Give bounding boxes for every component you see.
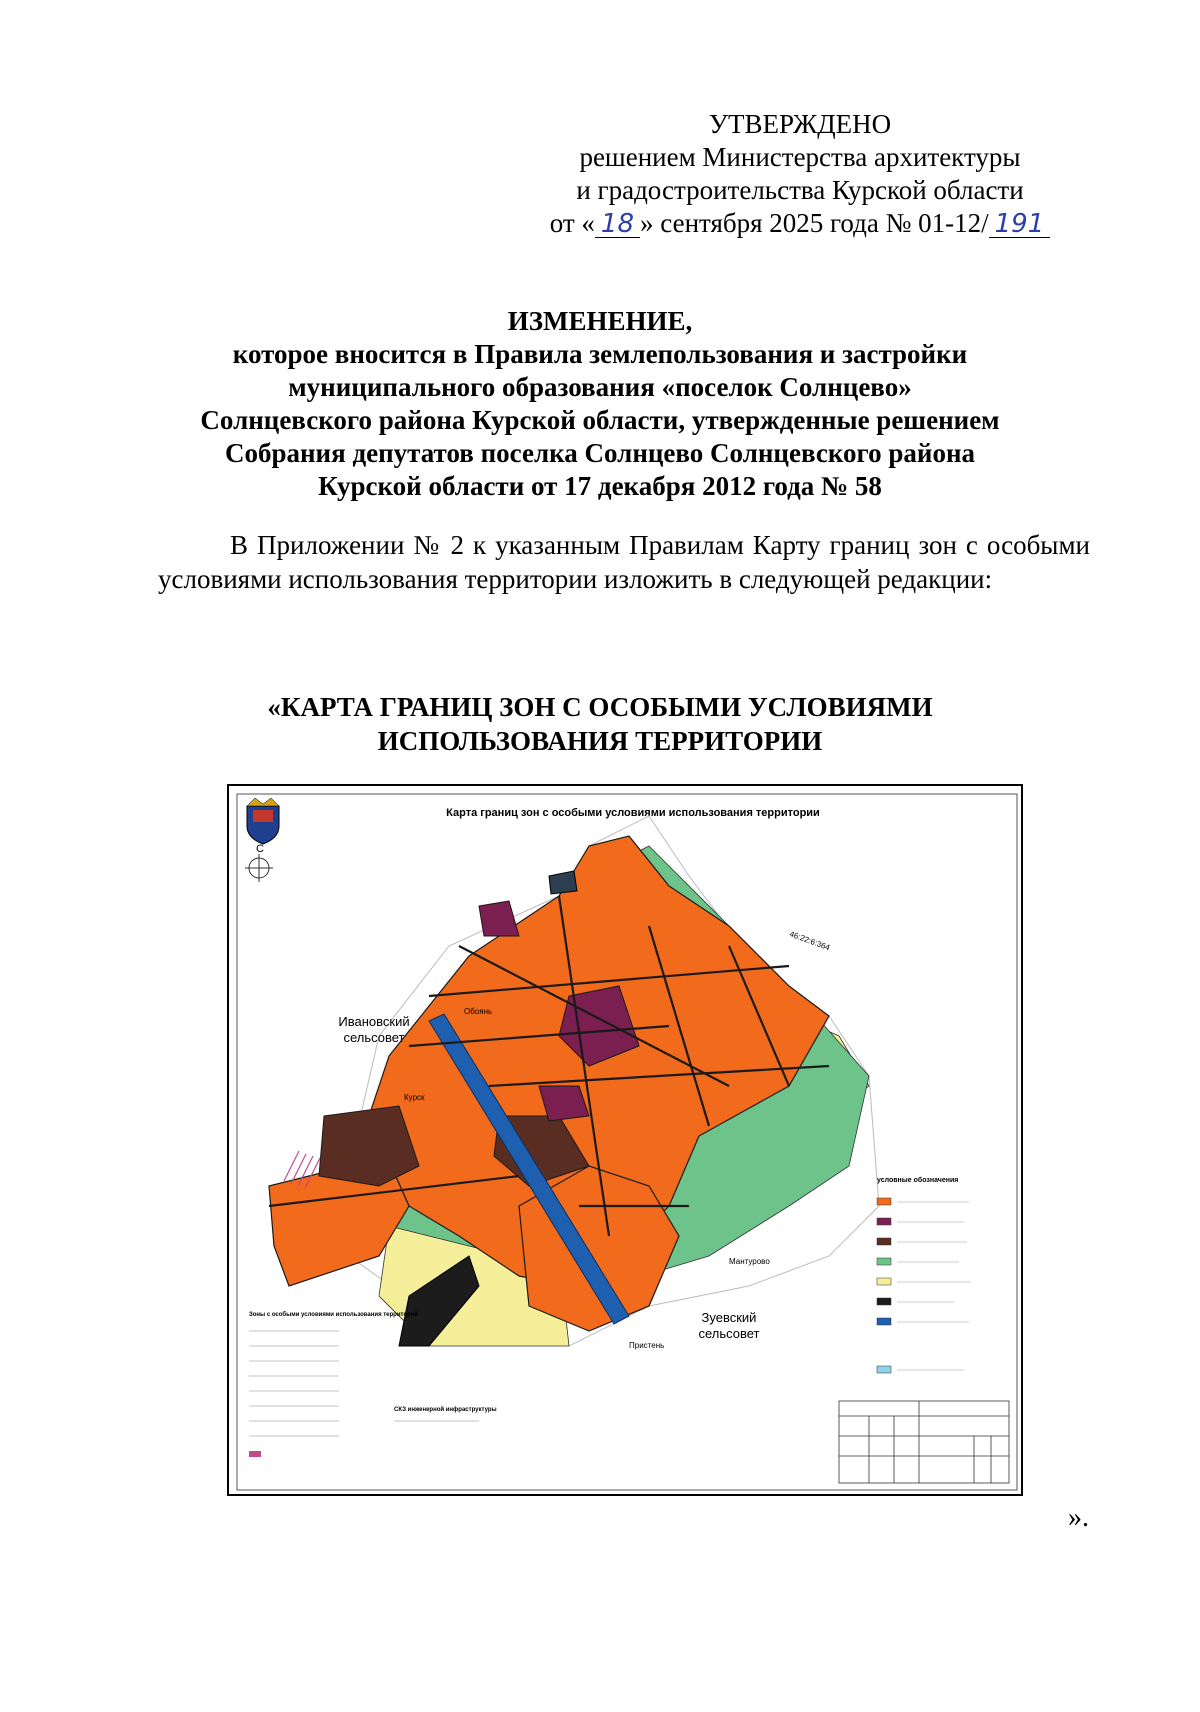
- map-heading-line-1: «КАРТА ГРАНИЦ ЗОН С ОСОБЫМИ УСЛОВИЯМИ: [267, 692, 933, 722]
- zone-map-svg: [229, 786, 1023, 1496]
- engineering-legend-title: СКЗ инженерной инфраструктуры: [394, 1407, 497, 1413]
- legend-swatch-water: [877, 1366, 891, 1373]
- legend-swatch-green: [877, 1258, 891, 1265]
- map-inner-title: Карта границ зон с особыми условиями использования территории: [446, 807, 820, 819]
- heading-line-6: Курской области от 17 декабря 2012 года № 58: [318, 471, 882, 501]
- coat-of-arms-icon: [247, 798, 279, 844]
- heading-line-4: Солнцевского района Курской области, утвержденные решением: [200, 405, 1000, 435]
- handwritten-day: 18: [595, 211, 640, 238]
- approval-date-line: [520, 207, 1080, 240]
- map-heading: [120, 690, 1080, 758]
- date-prefix: от «: [549, 208, 595, 238]
- approval-line-3: и градостроительства Курской области: [576, 175, 1024, 205]
- approval-title: УТВЕРЖДЕНО: [708, 109, 892, 139]
- legend-swatch-transport: [877, 1318, 891, 1325]
- map-heading-line-2: ИСПОЛЬЗОВАНИЯ ТЕРРИТОРИИ: [377, 726, 823, 756]
- legend-swatch-dark: [877, 1298, 891, 1305]
- heading-line-5: Собрания депутатов поселка Солнцево Солнцевского района: [224, 438, 976, 468]
- label-ivanovsky-1: Ивановский: [338, 1014, 410, 1029]
- closing-quote: ».: [1068, 1502, 1089, 1533]
- zone-public-north: [479, 901, 519, 936]
- zone-dark-north: [549, 871, 577, 894]
- legend-swatch-industrial: [877, 1238, 891, 1245]
- compass-icon: [245, 843, 273, 882]
- legend-swatch-public: [877, 1218, 891, 1225]
- date-middle: » сентября 2025 года № 01-12/: [640, 208, 989, 238]
- compass-letter: С: [256, 843, 264, 855]
- document-heading: [100, 305, 1100, 503]
- label-ivanovsky-2: сельсовет: [343, 1030, 405, 1045]
- label-oboyan: Обоянь: [464, 1007, 493, 1016]
- heading-line-3: муниципального образования «поселок Солнцево»: [288, 372, 912, 402]
- heading-line-1: ИЗМЕНЕНИЕ,: [507, 306, 693, 336]
- handwritten-number: 191: [989, 211, 1051, 238]
- approval-line-2: решением Министерства архитектуры: [579, 142, 1021, 172]
- zones-legend-swatch: [249, 1451, 261, 1457]
- label-pristen: Пристень: [629, 1341, 665, 1350]
- body-paragraph: В Приложении № 2 к указанным Правилам Карту границ зон с особыми условиями использования территории изложить в следующей редакции:: [158, 530, 1090, 594]
- zones-legend-title: Зоны с особыми условиями использования территорий: [249, 1312, 419, 1318]
- label-manturovo: Мантурово: [729, 1257, 770, 1266]
- approval-block: [520, 108, 1080, 240]
- legend-swatch-recreation: [877, 1278, 891, 1285]
- zone-map: [227, 784, 1023, 1496]
- map-legend: [877, 1176, 971, 1373]
- legend-swatch-residential: [877, 1198, 891, 1205]
- drawing-title-block: [839, 1401, 1009, 1483]
- label-zuevsky-1: Зуевский: [701, 1310, 757, 1325]
- label-zuevsky-2: сельсовет: [698, 1326, 760, 1341]
- label-kursk: Курск: [404, 1093, 425, 1102]
- label-cadastral: 46:22:6:364: [788, 929, 832, 953]
- heading-line-2: которое вносится в Правила землепользования и застройки: [232, 339, 968, 369]
- legend-title: условные обозначения: [877, 1177, 959, 1184]
